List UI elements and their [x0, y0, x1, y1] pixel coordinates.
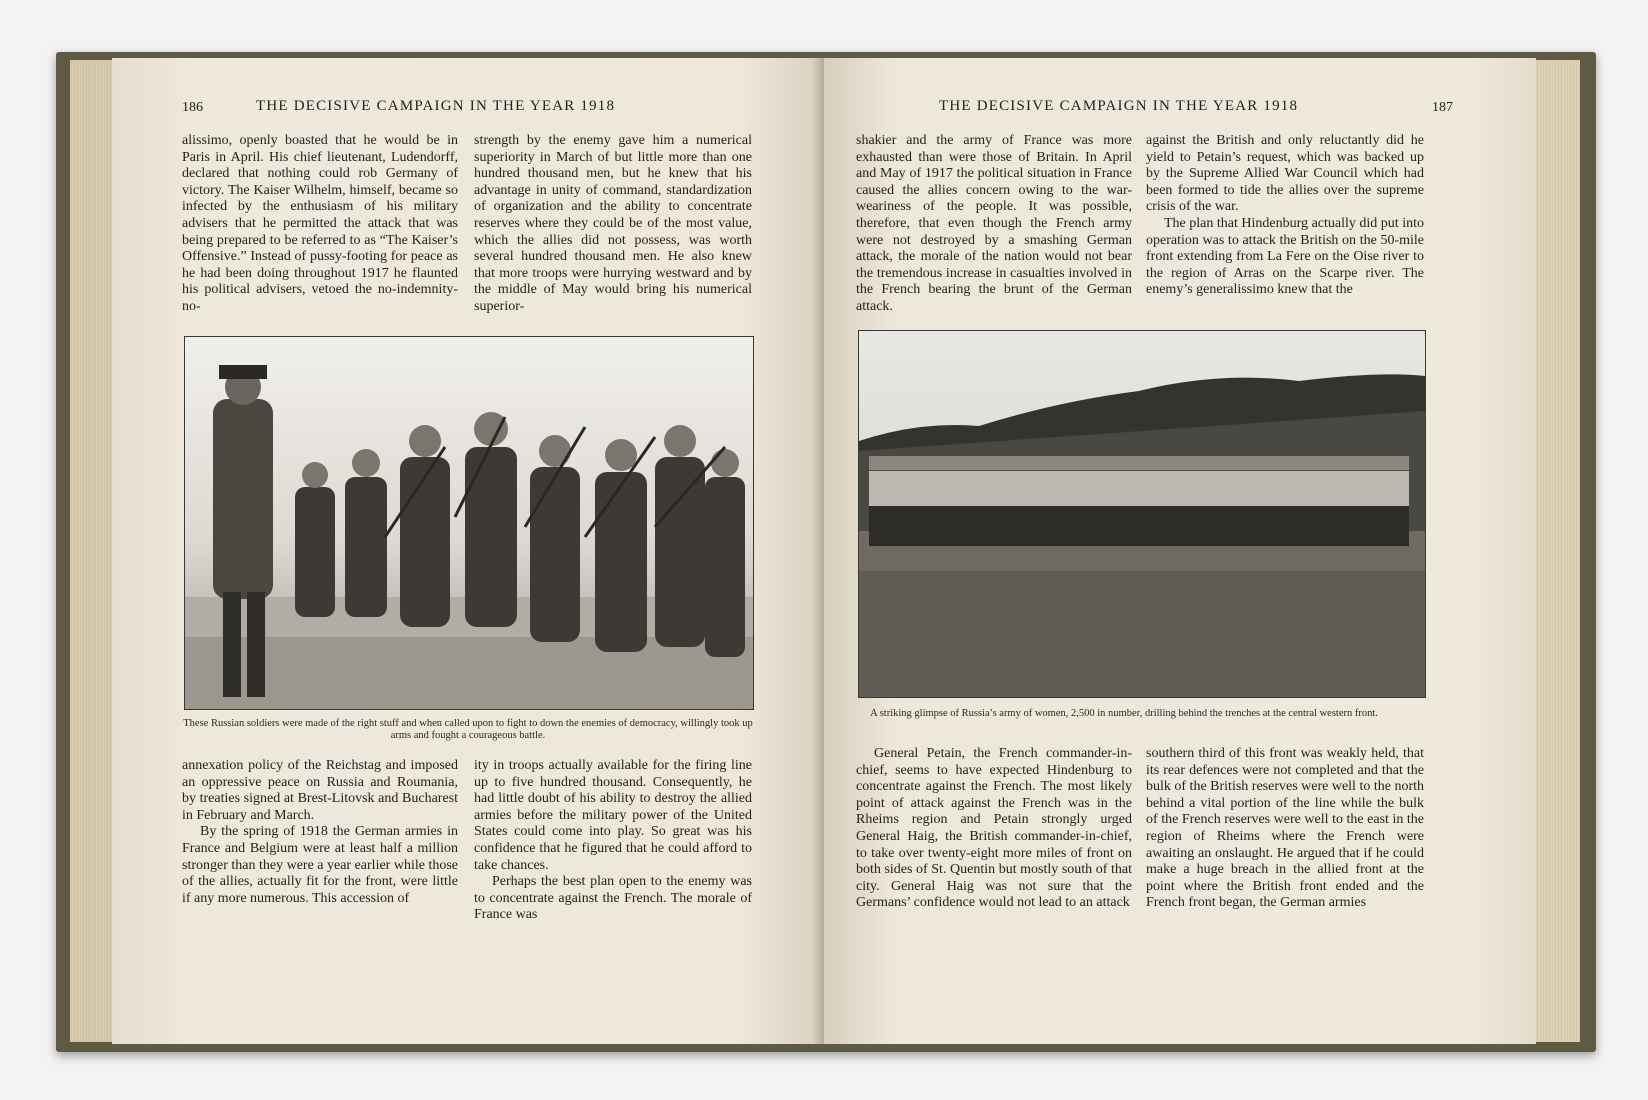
running-head: THE DECISIVE CAMPAIGN IN THE YEAR 1918: [939, 98, 1299, 114]
paragraph: General Petain, the French commander-in-chief, seems to have expected Hindenburg to concentrate against the French. The most likely point of attack against the French was in the Rheims region and Petain strongly urged General Haig, the British commander-in-chief, to take over twenty-eight more miles of front on both sides of St. Quentin but mostly south of that city. General Haig was not sure that the Germans’ confidence would not lead to an attack: [856, 746, 1132, 911]
paragraph: against the British and only reluctantly did he yield to Petain’s request, which was backed up by the Supreme Allied War Council which had been formed to tide the allies over the supreme crisis of the war.: [1146, 133, 1424, 215]
text-column: [1146, 133, 1424, 299]
paragraph: shakier and the army of France was more exhausted than were those of Britain. In April and May of 1917 the political situation in France caused the allies concern owing to the war-weariness of the people. It was possible, therefore, that even though the French army were not destroyed by a smashing German attack, the morale of the nation would not bear the tremendous increase in casualties involved in the French bearing the brunt of the German attack.: [856, 133, 1132, 314]
photo-caption: A striking glimpse of Russia’s army of women, 2,500 in number, drilling behind the trenches at the central western front.: [870, 708, 1378, 719]
paragraph: Perhaps the best plan open to the enemy was to concentrate against the French. The morale of France was: [474, 874, 752, 923]
right-page: [824, 58, 1536, 1044]
paragraph: The plan that Hindenburg actually did put into operation was to attack the British on the 50-mile front extending from La Fere on the Oise river to the region of Arras on the Scarpe river. The enemy’s generalissimo knew that the: [1146, 215, 1424, 298]
running-head: THE DECISIVE CAMPAIGN IN THE YEAR 1918: [256, 98, 616, 114]
women-army-illustration: [859, 331, 1425, 697]
text-column: [474, 133, 752, 316]
paragraph: annexation policy of the Reichstag and imposed an oppressive peace on Russia and Roumania, by treaties signed at Brest-Litovsk and Bucharest in February and March.: [182, 758, 458, 823]
soldiers-illustration: [185, 337, 753, 709]
page-number: 187: [1432, 100, 1453, 115]
paragraph: By the spring of 1918 the German armies in France and Belgium were at least half a million stronger than they were a year earlier while those of the allies, actually fit for the front, were little if any more numerous. This accession of: [182, 824, 458, 906]
text-column: [856, 746, 1132, 912]
page-number: 186: [182, 100, 203, 115]
photo-caption: These Russian soldiers were made of the right stuff and when called upon to fight to down the enemies of democracy, willingly took up arms and fought a courageous battle.: [183, 718, 753, 741]
paragraph: alissimo, openly boasted that he would be in Paris in April. His chief lieutenant, Ludendorff, declared that nothing could rob Germany of victory. The Kaiser Wilhelm, himself, became so infected by the enthusiasm of his military advisers that he permitted the attack that was being prepared to be referred to as “The Kaiser’s Offensive.” Instead of pussy-footing for peace as he had been doing throughout 1917 he flaunted his political advisers, vetoed the no-indemnity-no-: [182, 133, 458, 314]
photo-russian-women-army: [858, 330, 1426, 698]
photo-russian-soldiers: [184, 336, 754, 710]
text-column: [474, 758, 752, 924]
paragraph: strength by the enemy gave him a numerical superiority in March of but little more than one hundred thousand men, but he knew that his advantage in unity of command, standardization of organization and the ability to concentrate reserves where they could be of the most value, which the allies did not possess, was worth several hundred thousand men. He also knew that more troops were hurrying westward and by the middle of May would bring his numerical superior-: [474, 133, 752, 314]
left-page: [112, 58, 824, 1044]
paragraph: southern third of this front was weakly held, that its rear defences were not completed and that the bulk of the British reserves were well to the north behind a vital portion of the line while the bulk of the French reserves were well to the east in the region of Rheims where the French were awaiting an onslaught. He argued that if he could make a huge breach in the allied front at the point where the British front ended and the French front began, the German armies: [1146, 746, 1424, 911]
text-column: [856, 133, 1132, 316]
paragraph: ity in troops actually available for the firing line up to five hundred thousand. Consequently, he had little doubt of his ability to destroy the allied armies before the military power of the United States could come into play. So great was his confidence that he figured that he could afford to take chances.: [474, 758, 752, 873]
text-column: [1146, 746, 1424, 912]
text-column: [182, 133, 458, 316]
text-column: [182, 758, 458, 907]
